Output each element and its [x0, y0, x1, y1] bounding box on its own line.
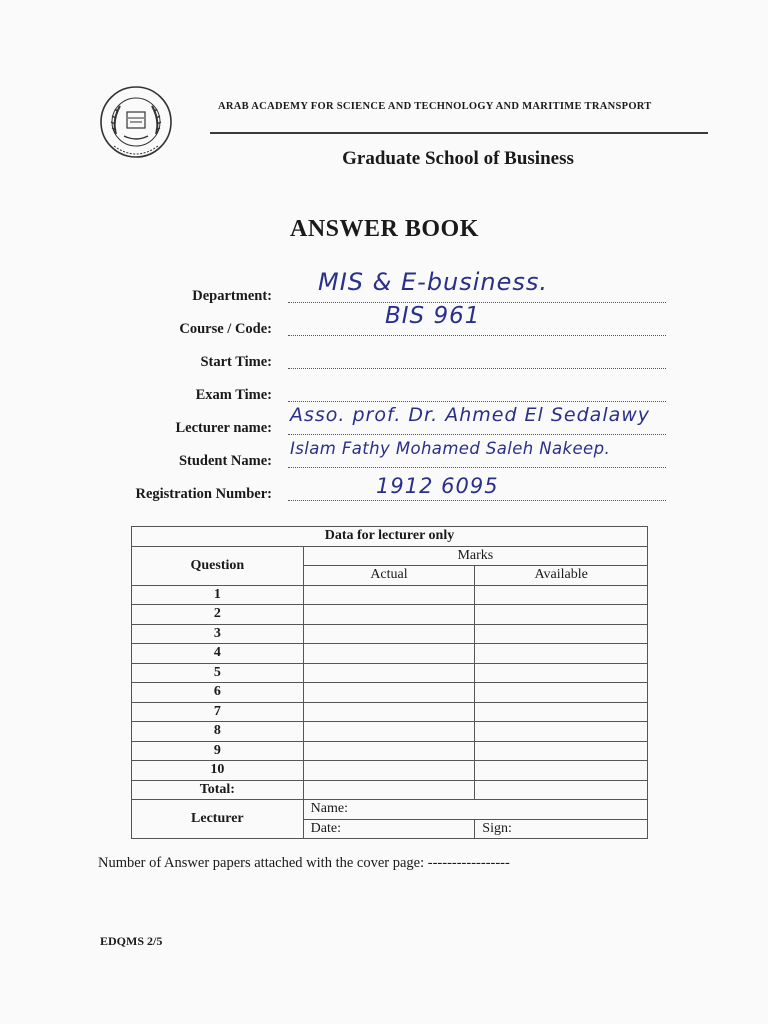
- actual-cell: [303, 663, 475, 683]
- field-label: Registration Number:: [135, 486, 272, 502]
- actual-cell: [303, 741, 475, 761]
- table-row: [132, 663, 648, 683]
- field-label: Start Time:: [200, 354, 272, 370]
- table-row: [132, 702, 648, 722]
- question-number: 6: [132, 683, 304, 703]
- field-department: [0, 268, 768, 306]
- available-cell: [475, 663, 648, 683]
- lecturer-label: Lecturer: [132, 800, 304, 839]
- field-label: Department:: [192, 288, 272, 304]
- table-row: [132, 644, 648, 664]
- name-cell: Name:: [303, 800, 647, 820]
- table-row: [132, 605, 648, 625]
- question-number: 9: [132, 741, 304, 761]
- field-line: [288, 500, 666, 501]
- table-row: [132, 722, 648, 742]
- field-label: Course / Code:: [179, 321, 272, 337]
- field-start-time: [0, 346, 768, 372]
- field-line: [288, 401, 666, 402]
- table-row: [132, 741, 648, 761]
- available-cell: [475, 741, 648, 761]
- field-line: [288, 434, 666, 435]
- field-line: [288, 368, 666, 369]
- available-cell: [475, 761, 648, 781]
- header-rule: [210, 132, 708, 134]
- attached-papers-line: Number of Answer papers attached with the cover page: -----------------: [98, 855, 510, 871]
- actual-cell: [303, 702, 475, 722]
- table-caption-row: [132, 527, 648, 547]
- document-code: EDQMS 2/5: [100, 934, 163, 948]
- field-course-code: [0, 303, 768, 339]
- actual-cell: [303, 624, 475, 644]
- actual-cell: [303, 722, 475, 742]
- table-row: [132, 585, 648, 605]
- question-number: 10: [132, 761, 304, 781]
- available-cell: [475, 644, 648, 664]
- actual-cell: [303, 761, 475, 781]
- table-row: [132, 761, 648, 781]
- question-number: 2: [132, 605, 304, 625]
- field-line: [288, 335, 666, 336]
- available-cell: [475, 702, 648, 722]
- table-header-row: [132, 546, 648, 566]
- question-number: 4: [132, 644, 304, 664]
- available-cell: [475, 605, 648, 625]
- actual-cell: [303, 644, 475, 664]
- field-registration-number: [0, 474, 768, 504]
- question-number: 3: [132, 624, 304, 644]
- available-cell: [475, 780, 648, 800]
- field-lecturer-name: [0, 404, 768, 438]
- actual-cell: [303, 683, 475, 703]
- question-header: Question: [132, 546, 304, 585]
- actual-header: Actual: [303, 566, 475, 586]
- actual-cell: [303, 605, 475, 625]
- available-header: Available: [475, 566, 648, 586]
- date-cell: Date:: [303, 819, 475, 839]
- question-number: 8: [132, 722, 304, 742]
- available-cell: [475, 585, 648, 605]
- field-label: Exam Time:: [195, 387, 272, 403]
- table-row: [132, 683, 648, 703]
- field-value-handwritten: 1912 6095: [376, 474, 499, 498]
- field-value-handwritten: Asso. prof. Dr. Ahmed El Sedalawy: [290, 404, 651, 426]
- field-value-handwritten: Islam Fathy Mohamed Saleh Nakeep.: [290, 439, 611, 458]
- marks-header: Marks: [303, 546, 647, 566]
- field-student-name: [0, 439, 768, 471]
- table-caption: Data for lecturer only: [132, 527, 648, 547]
- available-cell: [475, 683, 648, 703]
- field-line: [288, 467, 666, 468]
- field-value-handwritten: BIS 961: [385, 303, 481, 329]
- available-cell: [475, 722, 648, 742]
- institution-name: ARAB ACADEMY FOR SCIENCE AND TECHNOLOGY AND MARITIME TRANSPORT: [218, 101, 652, 112]
- lecturer-row: [132, 800, 648, 820]
- school-name: Graduate School of Business: [342, 148, 574, 169]
- actual-cell: [303, 780, 475, 800]
- question-number: 7: [132, 702, 304, 722]
- total-row: [132, 780, 648, 800]
- sign-cell: Sign:: [475, 819, 648, 839]
- marks-table: [131, 526, 648, 839]
- actual-cell: [303, 585, 475, 605]
- field-value-handwritten: MIS & E-business.: [318, 268, 549, 296]
- table-row: [132, 624, 648, 644]
- field-label: Lecturer name:: [175, 420, 272, 436]
- field-exam-time: [0, 379, 768, 405]
- field-label: Student Name:: [178, 453, 272, 469]
- available-cell: [475, 624, 648, 644]
- question-number: 1: [132, 585, 304, 605]
- question-number: 5: [132, 663, 304, 683]
- page-title: ANSWER BOOK: [290, 216, 479, 242]
- total-label: Total:: [132, 780, 304, 800]
